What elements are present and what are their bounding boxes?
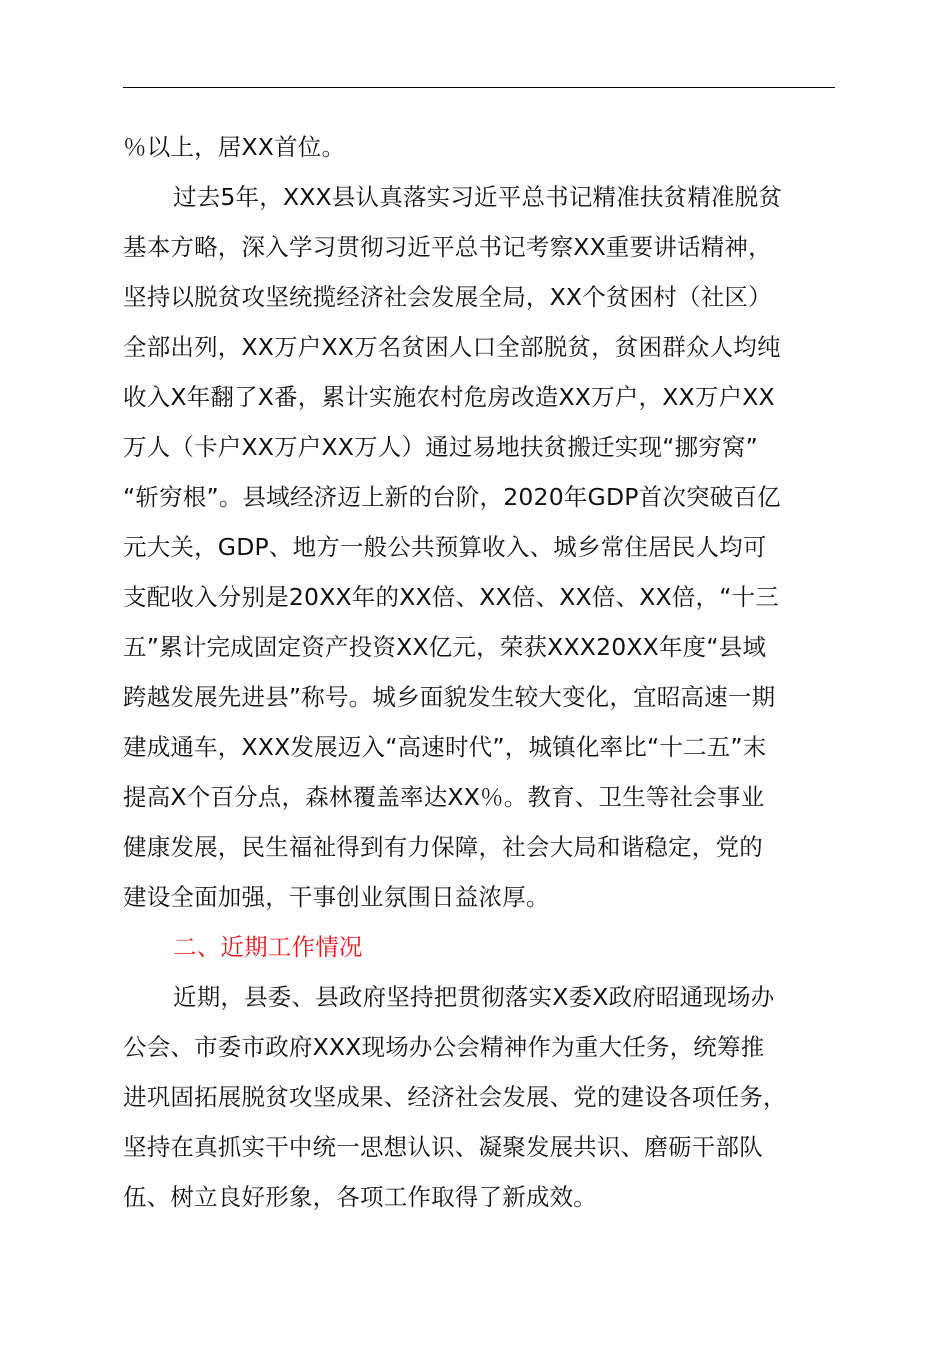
text-line: “斩穷根”。县域经济迈上新的台阶，2020年GDP首次突破百亿 — [123, 483, 781, 511]
text-line: 支配收入分别是20XX年的XX倍、XX倍、XX倍、XX倍，“十三 — [123, 583, 779, 611]
text-line: 过去5年，XXX县认真落实习近平总书记精准扶贫精准脱贫 — [173, 183, 783, 211]
document-body — [123, 122, 835, 1222]
paragraph-continuation — [123, 122, 835, 172]
text-line: 公会、市委市政府XXX现场办公会精神作为重大任务，统筹推 — [123, 1033, 765, 1061]
header-rule — [123, 87, 835, 88]
text-line: 健康发展，民生福祉得到有力保障，社会大局和谐稳定，党的 — [123, 833, 763, 861]
text-line: 坚持在真抓实干中统一思想认识、凝聚发展共识、磨砺干部队 — [123, 1133, 763, 1161]
text-line: ％以上，居XX首位。 — [123, 133, 346, 161]
text-line: 建成通车，XXX发展迈入“高速时代”，城镇化率比“十二五”末 — [123, 733, 767, 761]
text-line: 跨越发展先进县”称号。城乡面貌发生较大变化，宜昭高速一期 — [123, 683, 776, 711]
paragraph-past-five-years — [123, 172, 835, 922]
text-line: 万人（卡户XX万户XX万人）通过易地扶贫搬迁实现“挪穷窝” — [123, 433, 759, 461]
text-line: 伍、树立良好形象，各项工作取得了新成效。 — [123, 1183, 597, 1211]
text-line: 元大关，GDP、地方一般公共预算收入、城乡常住居民人均可 — [123, 533, 767, 561]
text-line: 建设全面加强，干事创业氛围日益浓厚。 — [123, 883, 550, 911]
text-line: 坚持以脱贫攻坚统揽经济社会发展全局，XX个贫困村（社区） — [123, 283, 772, 311]
text-line: 收入X年翻了X番，累计实施农村危房改造XX万户，XX万户XX — [123, 383, 775, 411]
text-line: 全部出列，XX万户XX万名贫困人口全部脱贫，贫困群众人均纯 — [123, 333, 781, 361]
text-line: 基本方略，深入学习贯彻习近平总书记考察XX重要讲话精神， — [123, 233, 772, 261]
text-line: 近期，县委、县政府坚持把贯彻落实X委X政府昭通现场办 — [173, 983, 775, 1011]
text-line: 进巩固拓展脱贫攻坚成果、经济社会发展、党的建设各项任务， — [123, 1083, 787, 1111]
section-heading: 二、近期工作情况 — [173, 933, 363, 961]
text-line: 提高X个百分点，森林覆盖率达XX％。教育、卫生等社会事业 — [123, 783, 765, 811]
text-line: 五”累计完成固定资产投资XX亿元，荣获XXX20XX年度“县域 — [123, 633, 767, 661]
paragraph-recent-work — [123, 972, 835, 1222]
